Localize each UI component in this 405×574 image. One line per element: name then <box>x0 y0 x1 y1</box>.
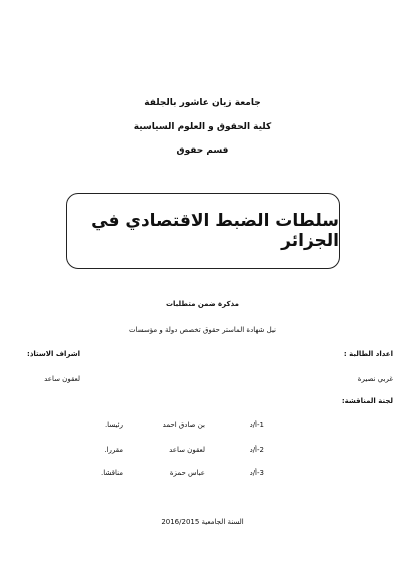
committee-role: رئيسا. <box>104 421 123 429</box>
prepared-by-label: اعداد الطالبة : <box>343 350 393 358</box>
faculty-name: كلية الحقوق و العلوم السياسية <box>133 122 272 132</box>
committee-number: 2-أ/د <box>249 446 264 454</box>
student-name: غربي نصيرة <box>357 375 393 383</box>
supervisor-label: اشراف الاستاذ: <box>27 350 80 358</box>
committee-label: لجنة المناقشة: <box>341 397 393 405</box>
committee-member-name: عباس حمزة <box>169 469 205 477</box>
memo-line-2: نيل شهادة الماستر حقوق تخصص دولة و مؤسسات <box>128 326 277 334</box>
committee-member-name: لعقون ساعد <box>169 446 205 454</box>
academic-year: السنة الجامعية 2016/2015 <box>161 518 244 526</box>
committee-number: 3-أ/د <box>249 469 264 477</box>
committee-number: 1-أ/د <box>249 421 264 429</box>
committee-role: مناقشا. <box>101 469 123 477</box>
thesis-title: سلطات الضبط الاقتصادي في الجزائر <box>91 211 339 251</box>
university-name: جامعة زيان عاشور بالجلفة <box>144 98 261 108</box>
committee-role: مقررا. <box>104 446 123 454</box>
committee-member-name: بن صادق احمد <box>162 421 205 429</box>
supervisor-name: لعقون ساعد <box>44 375 80 383</box>
memo-line-1: مذكرة ضمن متطلبات <box>166 300 239 308</box>
title-box <box>66 193 340 269</box>
department-name: قسم حقوق <box>176 146 229 156</box>
